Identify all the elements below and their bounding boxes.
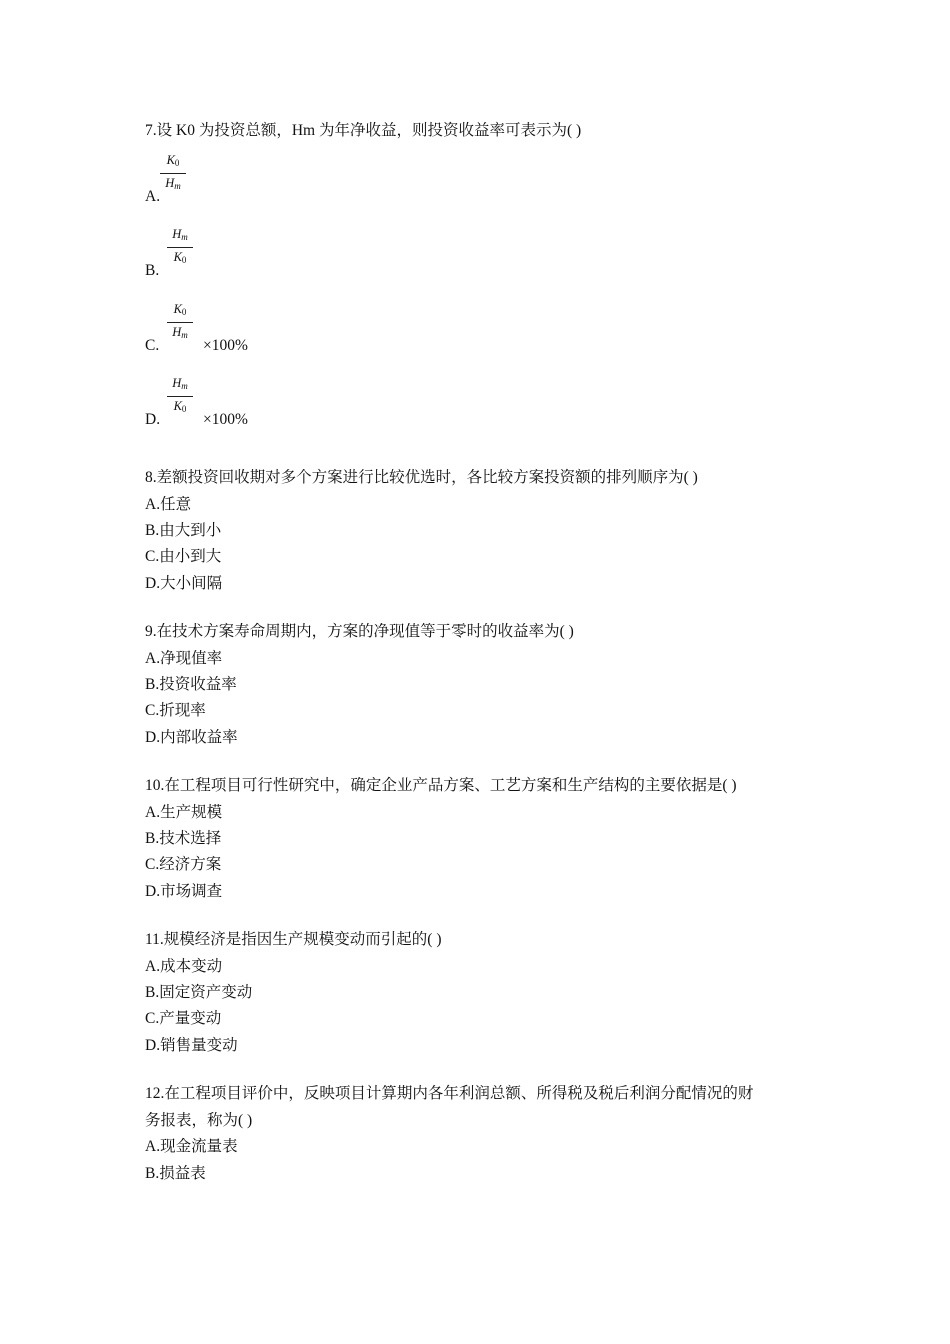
question-11-option-d: D.销售量变动 (145, 1037, 238, 1054)
option-c-suffix: ×100% (203, 337, 248, 354)
fraction-bar (167, 247, 193, 248)
question-12-stem-line-2: 务报表，称为( ) (145, 1112, 253, 1129)
question-7-stem: 7.设 K0 为投资总额，Hm 为年净收益，则投资收益率可表示为( ) (145, 122, 582, 139)
question-10-stem: 10.在工程项目可行性研究中，确定企业产品方案、工艺方案和生产结构的主要依据是( ) (145, 777, 737, 794)
option-d-suffix: ×100% (203, 411, 248, 428)
question-10-option-d: D.市场调查 (145, 883, 223, 900)
question-11-option-c: C.产量变动 (145, 1010, 222, 1027)
question-11-option-a: A.成本变动 (145, 958, 223, 975)
question-7-option-b-label: B. (145, 262, 160, 279)
option-c-fraction: $K_0$ $H_m$ (167, 302, 193, 342)
option-a-fraction: $K_0$ $H_m$ (160, 153, 186, 193)
question-9-option-c: C.折现率 (145, 702, 206, 719)
question-8-option-a: A.任意 (145, 496, 192, 513)
fraction-bar (160, 173, 186, 174)
question-9-stem: 9.在技术方案寿命周期内，方案的净现值等于零时的收益率为( ) (145, 623, 574, 640)
question-9-option-d: D.内部收益率 (145, 729, 238, 746)
question-12-option-a: A.现金流量表 (145, 1138, 238, 1155)
question-10-option-b: B.技术选择 (145, 830, 222, 847)
question-9-option-a: A.净现值率 (145, 650, 223, 667)
question-8-option-d: D.大小间隔 (145, 575, 223, 592)
question-12-option-b: B.损益表 (145, 1165, 206, 1182)
option-b-fraction: $H_m$ $K_0$ (167, 227, 193, 267)
question-7-option-a-label: A. (145, 188, 161, 205)
question-8-stem: 8.差额投资回收期对多个方案进行比较优选时，各比较方案投资额的排列顺序为( ) (145, 469, 698, 486)
fraction-bar (167, 396, 193, 397)
question-10-option-c: C.经济方案 (145, 856, 222, 873)
question-8-option-c: C.由小到大 (145, 548, 222, 565)
question-10-option-a: A.生产规模 (145, 804, 223, 821)
question-11-stem: 11.规模经济是指因生产规模变动而引起的( ) (145, 931, 442, 948)
question-8-option-b: B.由大到小 (145, 522, 222, 539)
fraction-bar (167, 322, 193, 323)
option-d-fraction: $H_m$ $K_0$ (167, 376, 193, 416)
question-7-option-c-label: C. (145, 337, 160, 354)
question-12-stem-line-1: 12.在工程项目评价中，反映项目计算期内各年利润总额、所得税及税后利润分配情况的财 (145, 1085, 754, 1102)
question-9-option-b: B.投资收益率 (145, 676, 237, 693)
question-11-option-b: B.固定资产变动 (145, 984, 253, 1001)
question-7-option-d-label: D. (145, 411, 161, 428)
